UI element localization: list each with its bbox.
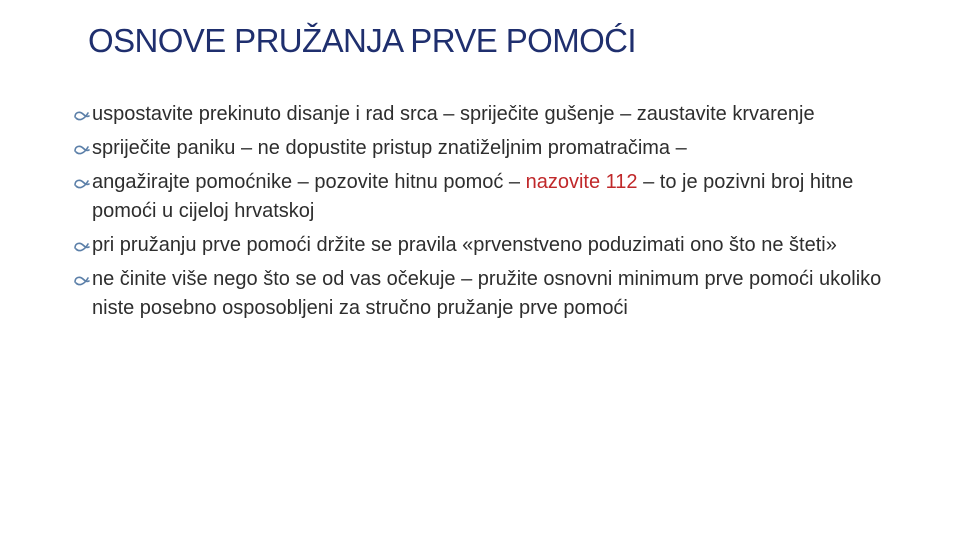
slide-title: OSNOVE PRUŽANJA PRVE POMOĆI — [88, 22, 636, 59]
bullet-text: uspostavite prekinuto disanje i rad srca – spriječite gušenje – zaustavite krvarenje — [92, 103, 815, 125]
bullet-text: ne činite više nego što se od vas očekuje – pružite osnovni minimum prve pomoći ukoliko niste posebno osposobljeni za stručno pružanje prve pomoći — [92, 268, 882, 319]
bullet-item — [72, 134, 892, 163]
bullet-item — [72, 168, 892, 226]
bullet-text: spriječite paniku – ne dopustite pristup znatiželjnim promatračima – — [92, 137, 687, 159]
bullet-item — [72, 231, 892, 260]
curly-bullet-icon — [72, 142, 92, 156]
bullet-text-before: angažirajte pomoćnike – pozovite hitnu pomoć – — [92, 171, 526, 193]
curly-bullet-icon — [72, 176, 92, 190]
emergency-number-highlight: nazovite 112 — [525, 171, 638, 193]
curly-bullet-icon — [72, 239, 92, 253]
bullet-text: pri pružanju prve pomoći držite se pravila «prvenstveno poduzimati ono što ne šteti» — [92, 234, 837, 256]
bullet-list — [72, 100, 892, 328]
bullet-item — [72, 265, 892, 323]
curly-bullet-icon — [72, 108, 92, 122]
bullet-item — [72, 100, 892, 129]
bullet-text-after: – to je pozivni broj hitne pomoći u cijeloj hrvatskoj — [92, 171, 854, 222]
curly-bullet-icon — [72, 273, 92, 287]
